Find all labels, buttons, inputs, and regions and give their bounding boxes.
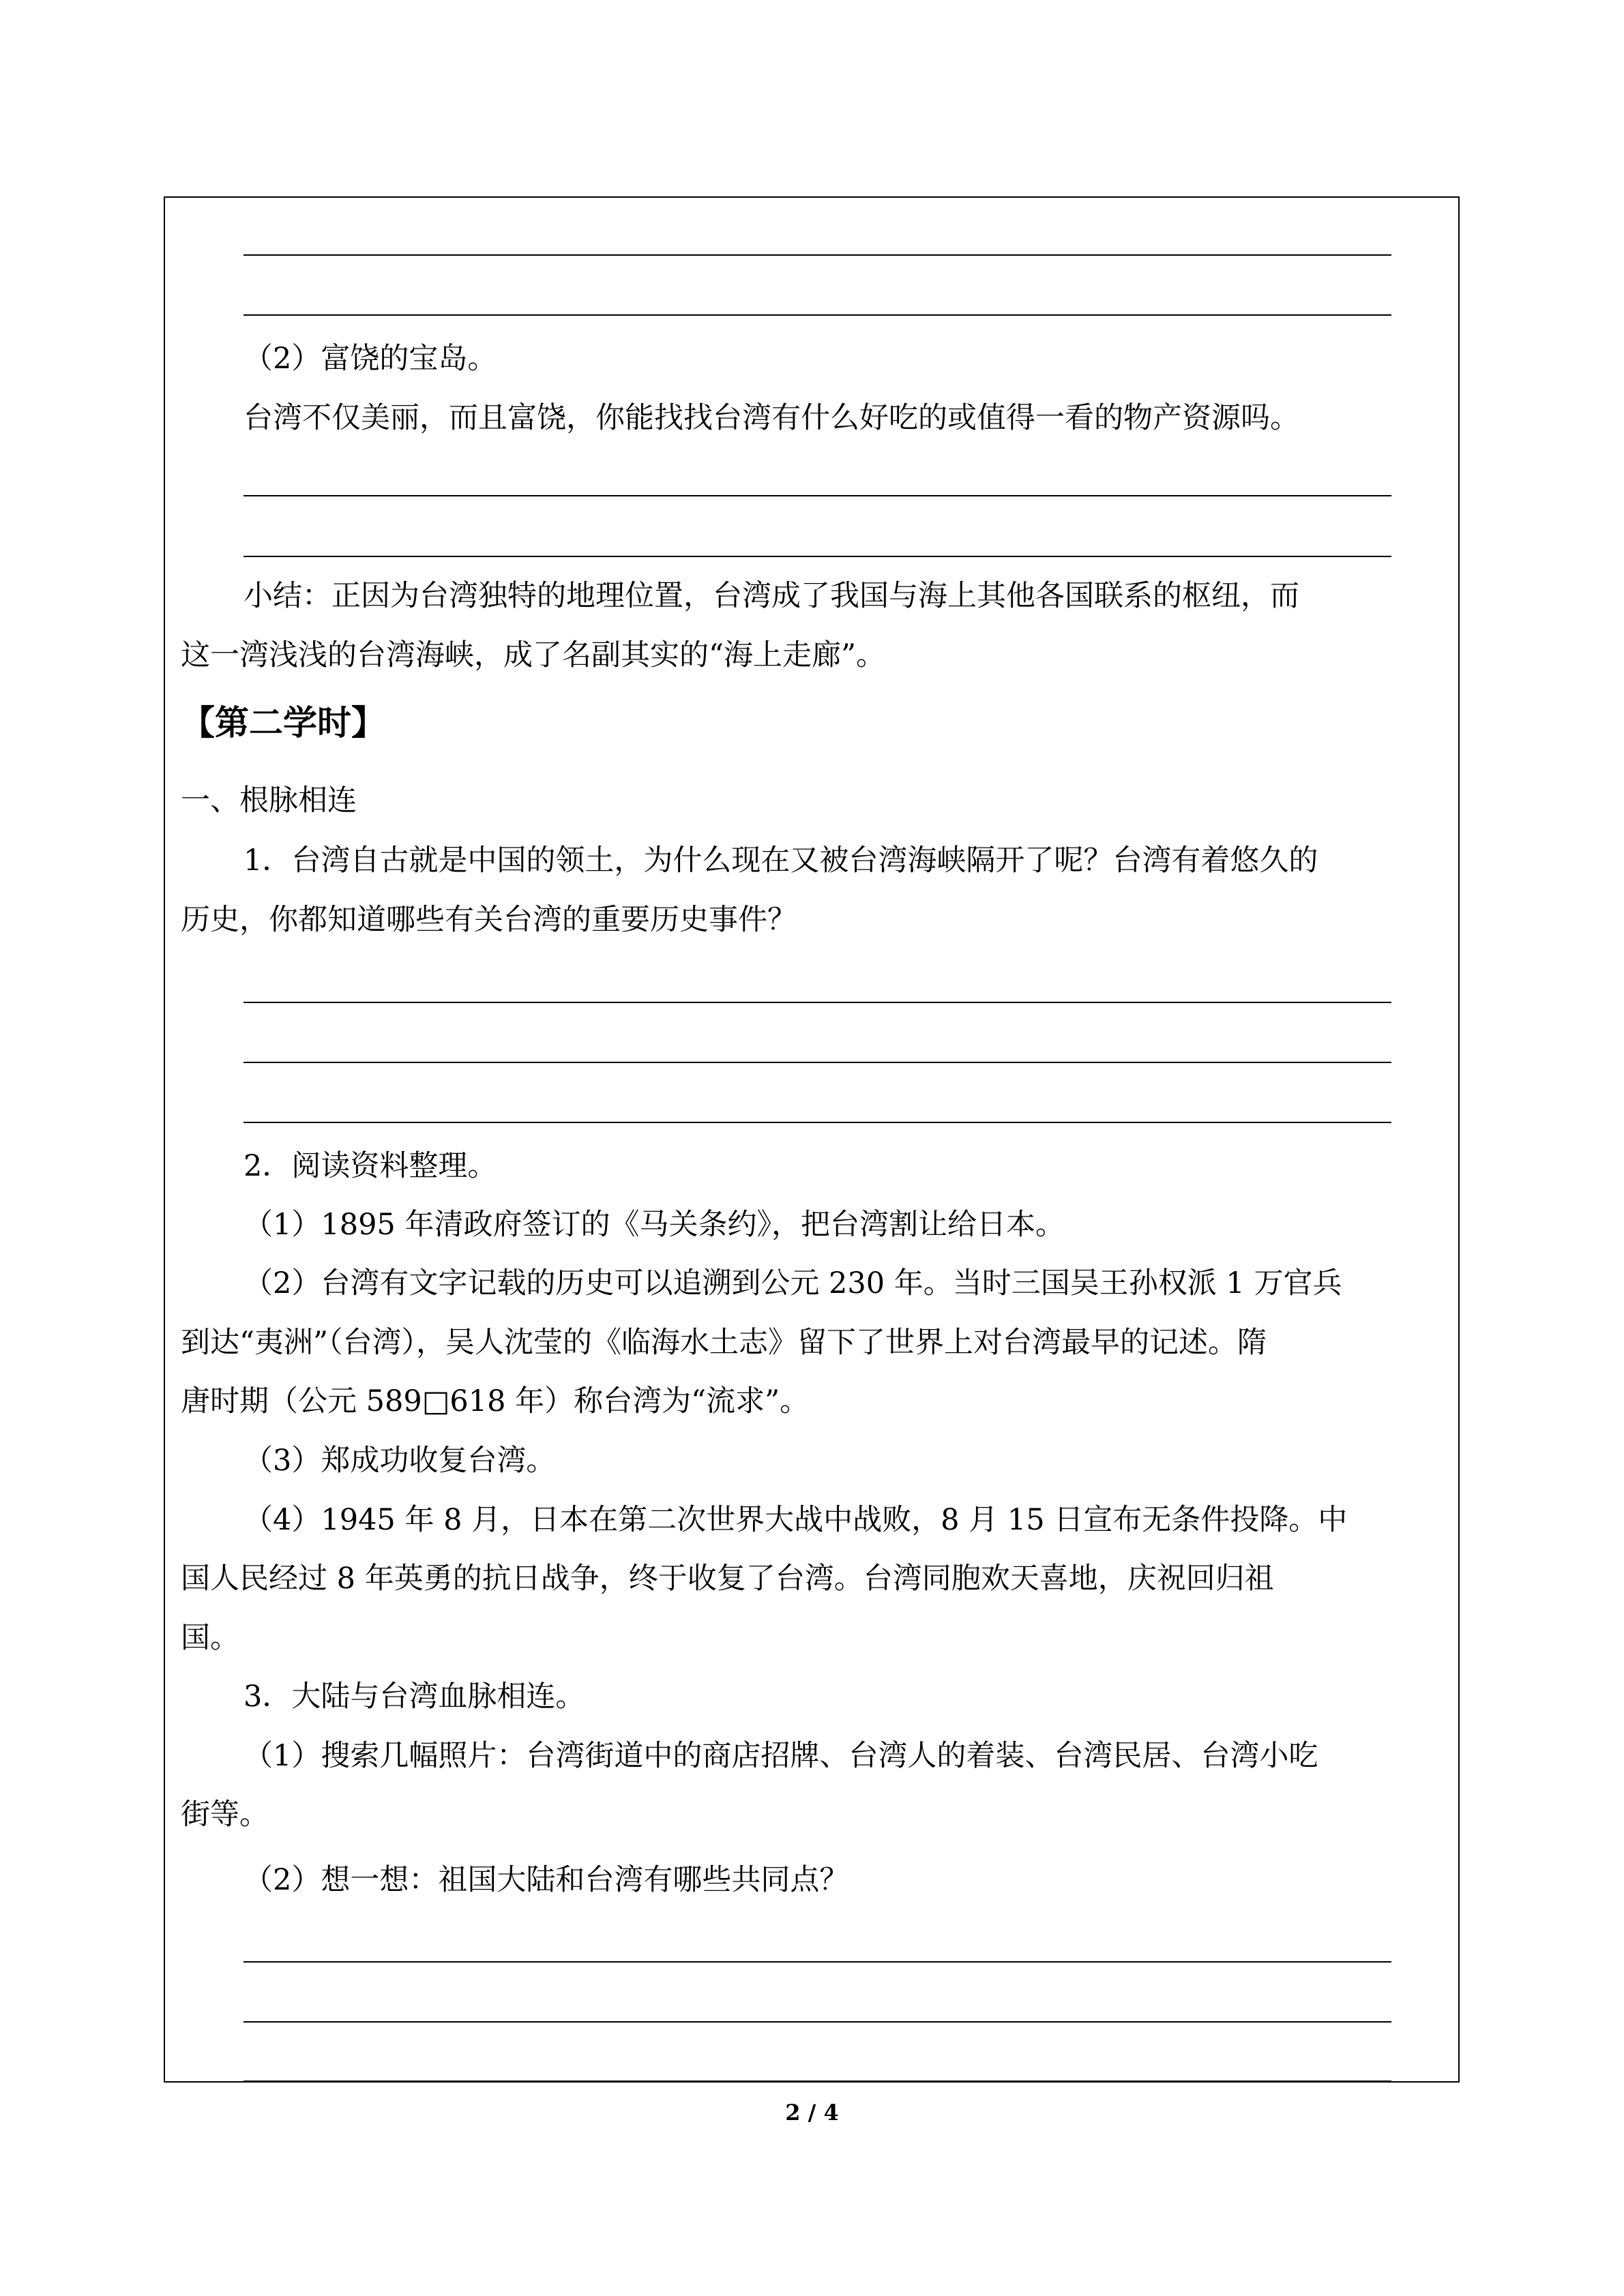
part1-title: 一、根脉相连 [181, 784, 357, 818]
q2-item3: （3）郑成功收复台湾。 [243, 1444, 556, 1478]
q2-item4-line-1: （4）1945 年 8 月，日本在第二次世界大战中战败，8 月 15 日宣布无条件投降。中 [243, 1503, 1348, 1537]
answer-line[interactable] [243, 1002, 1391, 1003]
content-frame [164, 196, 1460, 2083]
q1-line-1: 1．台湾自古就是中国的领土，为什么现在又被台湾海峡隔开了呢？台湾有着悠久的 [243, 844, 1318, 878]
lesson2-heading: 【第二学时】 [181, 702, 385, 743]
answer-line[interactable] [243, 1961, 1391, 1963]
page-number: 2 / 4 [785, 2100, 839, 2126]
q2-title: 2．阅读资料整理。 [243, 1149, 497, 1183]
answer-line[interactable] [243, 2021, 1391, 2023]
q2-item4-line-2: 国人民经过 8 年英勇的抗日战争，终于收复了台湾。台湾同胞欢天喜地，庆祝回归祖 [181, 1562, 1274, 1596]
summary-line-2: 这一湾浅浅的台湾海峡，成了名副其实的“海上走廊”。 [181, 638, 885, 672]
answer-line[interactable] [243, 1122, 1391, 1123]
q3-title: 3．大陆与台湾血脉相连。 [243, 1680, 585, 1714]
summary-line-1: 小结：正因为台湾独特的地理位置，台湾成了我国与海上其他各国联系的枢纽，而 [243, 579, 1299, 613]
answer-line[interactable] [243, 314, 1391, 316]
q3-item2: （2）想一想：祖国大陆和台湾有哪些共同点？ [243, 1863, 849, 1897]
q2-item2-line-3: 唐时期（公元 589□618 年）称台湾为“流求”。 [181, 1384, 810, 1418]
answer-line[interactable] [243, 556, 1391, 557]
item2-question: 台湾不仅美丽，而且富饶，你能找找台湾有什么好吃的或值得一看的物产资源吗。 [243, 401, 1299, 435]
answer-line[interactable] [243, 1062, 1391, 1063]
q2-item2-line-1: （2）台湾有文字记载的历史可以追溯到公元 230 年。当时三国吴王孙权派 1 万官兵 [243, 1266, 1342, 1300]
answer-line[interactable] [243, 495, 1391, 496]
answer-line[interactable] [243, 2081, 1391, 2082]
q2-item2-line-2: 到达“夷洲”（台湾），吴人沈莹的《临海水土志》留下了世界上对台湾最早的记述。隋 [181, 1326, 1267, 1360]
q2-item1: （1）1895 年清政府签订的《马关条约》，把台湾割让给日本。 [243, 1208, 1065, 1242]
q1-line-2: 历史，你都知道哪些有关台湾的重要历史事件？ [181, 903, 797, 937]
item2-title: （2）富饶的宝岛。 [243, 342, 497, 376]
answer-line[interactable] [243, 254, 1391, 256]
q3-item1-line-2: 街等。 [181, 1798, 269, 1832]
q2-item4-line-3: 国。 [181, 1621, 239, 1655]
q3-item1-line-1: （1）搜索几幅照片：台湾街道中的商店招牌、台湾人的着装、台湾民居、台湾小吃 [243, 1739, 1318, 1773]
